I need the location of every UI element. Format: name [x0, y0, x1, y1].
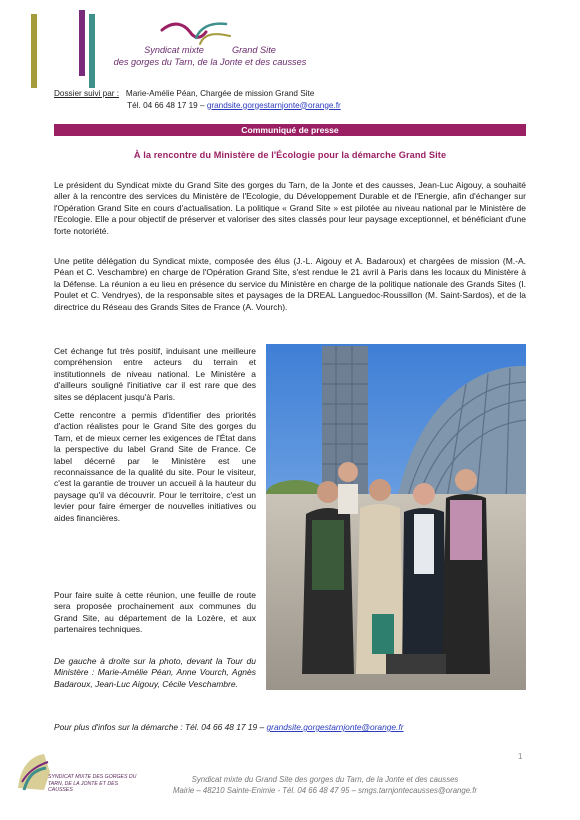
photo-caption: De gauche à droite sur la photo, devant la Tour du Ministère : Marie-Amélie Péan, Anne Vourch, Agnès Badaroux, Jean-Luc Aigouy, Cécile Veschambre.	[54, 656, 256, 689]
org-grand-site: Grand Site	[231, 45, 276, 55]
paragraph-exchange: Cet échange fut très positif, induisant une meilleure compréhension entre acteurs du terrain et institutionnels de niveau national. Le Ministère a d'ailleurs souligné l'initiative car il est rare que des sites se déplacent jusqu'à Paris.	[54, 346, 256, 402]
page-number: 1	[518, 752, 523, 761]
dossier-tel: Tél. 04 66 48 17 19 –	[127, 100, 205, 110]
paragraph-roadmap: Pour faire suite à cette réunion, une feuille de route sera proposée prochainement aux communes du Grand Site, au département de la Lozère, et aux partenaires techniques.	[54, 590, 256, 635]
press-release-banner: Communiqué de presse	[54, 124, 526, 136]
footer	[140, 774, 510, 796]
delegation-photo	[266, 344, 526, 690]
dossier-person: Marie-Amélie Péan, Chargée de mission Grand Site	[125, 89, 315, 98]
photo-illustration	[266, 344, 526, 690]
footer-line1: Syndicat mixte du Grand Site des gorges du Tarn, de la Jonte et des causses	[191, 775, 459, 784]
footer-logo-text: SYNDICAT MIXTE DES GORGES DU TARN, DE LA JONTE ET DES CAUSSES	[48, 774, 137, 794]
dossier-email-link[interactable]: grandsite.gorgestarnjonte@orange.fr	[206, 100, 341, 110]
more-info	[54, 722, 404, 732]
footer-line2: Mairie – 48210 Sainte-Enimie - Tél. 04 66 48 47 95 – smgs.tarnjontecausses@orange.fr	[173, 786, 477, 795]
paragraph-delegation: Une petite délégation du Syndicat mixte, composée des élus (J.-L. Aigouy et A. Badaroux) et chargées de mission (M.-A. Péan et C. Veschambre) en charge de l'Opération Grand Site, s'est rendue le 21 avril à Paris dans les locaux du Ministère à la Défense. La réunion a eu lieu en présence du service du Ministère en charge de la politique nationale des Grands Sites (I. Poulet et C. Vendryes), de la responsable sites et paysages de la DREAL Languedoc-Roussillon (M. Saint-Sardos), et de la directrice du Réseau des Grands Sites de France (A. Vourch).	[54, 256, 526, 312]
more-info-email-link[interactable]: grandsite.gorgestarnjonte@orange.fr	[266, 722, 404, 732]
header-bar-teal	[89, 14, 95, 88]
paragraph-intro: Le président du Syndicat mixte du Grand Site des gorges du Tarn, de la Jonte et des causses, Jean-Luc Aigouy, a souhaité aller à la rencontre des services du Ministère de l'Ecologie, du Développement Durable et de l'Energie, afin d'échanger sur l'Opération Grand Site en cours d'actualisation. La politique « Grand Site » est pilotée au niveau national par le Ministère de l'Ecologie. Elle a pour objectif de préserver et valoriser des sites classés pour leur paysage exceptionnel, et bénéficiant d'une forte notoriété.	[54, 180, 526, 236]
org-line2: des gorges du Tarn, de la Jonte et des causses	[113, 57, 307, 67]
dossier-contact	[54, 88, 341, 111]
organization-name	[100, 44, 320, 68]
dossier-label: Dossier suivi par :	[54, 89, 120, 98]
org-line1: Syndicat mixte	[144, 45, 204, 55]
header-bar-olive	[31, 14, 37, 88]
paragraph-priorities: Cette rencontre a permis d'identifier des priorités d'action réalistes pour le Grand Site des gorges du Tarn, et de mieux cerner les exigences de l'État dans la perspective du label Grand Site de France. Ce label décerné par le Ministère est une reconnaissance de la qualité du site. Pour le visiteur, c'est la garantie de trouver un accueil à la hauteur du paysage qu'il va découvrir. Pour le territoire, c'est un levier pour faire émerger de nouvelles initiatives ou aides financières.	[54, 410, 256, 523]
more-info-text: Pour plus d'infos sur la démarche : Tél. 04 66 48 17 19 –	[54, 722, 265, 732]
header-bar-purple	[79, 10, 85, 76]
press-subtitle: À la rencontre du Ministère de l'Écologie pour la démarche Grand Site	[133, 150, 447, 160]
